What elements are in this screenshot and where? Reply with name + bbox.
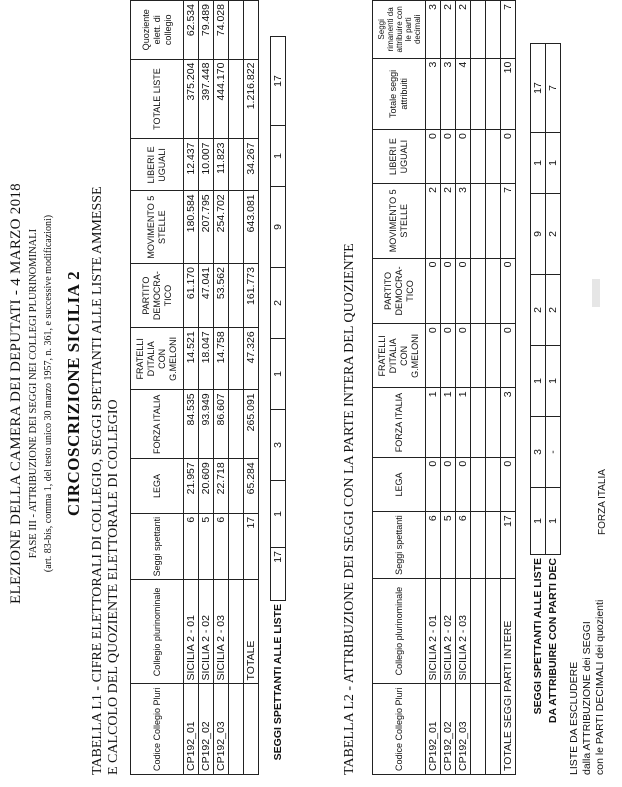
document-phase: FASE III - ATTRIBUZIONE DEI SEGGI NEI COLLEGI PLURINOMINALI xyxy=(28,228,39,559)
cell-fdi: 0 xyxy=(426,324,441,388)
col-college-header: Collegio plurinominale xyxy=(131,580,184,684)
cell-code: CP192_03 xyxy=(214,684,229,775)
cell-leu: 0 xyxy=(441,130,456,184)
col-leu-header: LIBERI E UGUALI xyxy=(373,130,426,184)
district-title: CIRCOSCRIZIONE SICILIA 2 xyxy=(64,270,83,517)
total-label: TOTALE xyxy=(244,580,259,684)
cell-fi: 84.535 xyxy=(184,390,199,459)
table-row-empty xyxy=(471,1,486,775)
cell-total: 3 xyxy=(426,58,441,129)
table-row xyxy=(184,1,199,775)
cell-total: 397.448 xyxy=(199,59,214,139)
cell-fi: 86.607 xyxy=(214,390,229,459)
excluded-list: FORZA ITALIA xyxy=(597,469,608,535)
total-label: TOTALE SEGGI PARTI INTERE xyxy=(501,578,516,774)
summary-pd: 2 xyxy=(271,268,286,339)
cell-seats: 5 xyxy=(199,513,214,580)
cell-pd: 61.170 xyxy=(184,264,199,328)
table-row xyxy=(199,1,214,775)
cell-code: CP192_02 xyxy=(199,684,214,775)
total-leu: 34.267 xyxy=(244,139,259,191)
cell-code: CP192_03 xyxy=(456,684,471,775)
table2-seat-allocation xyxy=(372,0,516,775)
cell-pd: 0 xyxy=(441,258,456,324)
cell-college: SICILIA 2 - 01 xyxy=(184,580,199,684)
col-fdi-header: FRATELLI D'ITALIA CON G.MELONI xyxy=(131,328,184,390)
col-fdi-header: FRATELLI D'ITALIA CON G.MELONI xyxy=(373,324,426,388)
total-m5s: 643.081 xyxy=(244,191,259,264)
total-fi: 3 xyxy=(501,388,516,457)
col-pd-header: PARTITO DEMOCRA-TICO xyxy=(373,258,426,324)
col-lega-header: LEGA xyxy=(131,459,184,514)
total-fdi: 47.326 xyxy=(244,328,259,390)
cell-quotient: 79.489 xyxy=(199,1,214,60)
cell-fdi: 14.521 xyxy=(184,328,199,390)
cell-code: CP192_02 xyxy=(441,684,456,775)
col-leu-header: LIBERI E UGUALI xyxy=(131,139,184,191)
col-remaining-header: Seggi rimanenti da attribuire con le parti decimali xyxy=(373,1,426,59)
table2-summary-row-2 xyxy=(546,44,561,776)
cell-code: CP192_01 xyxy=(184,684,199,775)
document-law-reference: (art. 83-bis, comma 1, del testo unico 30 marzo 1957, n. 361, e successive modificazioni) xyxy=(43,214,54,573)
cell-quotient: 74.028 xyxy=(214,1,229,60)
cell-fi: 1 xyxy=(441,388,456,457)
total-seats: 17 xyxy=(244,513,259,580)
table2-total-row xyxy=(501,1,516,775)
cell-seats: 6 xyxy=(214,513,229,580)
cell-total: 3 xyxy=(441,58,456,129)
col-seats-header: Seggi spettanti xyxy=(131,513,184,580)
cell-m5s: 207.795 xyxy=(199,191,214,264)
col-fi-header: FORZA ITALIA xyxy=(373,388,426,457)
cell-fdi: 14.758 xyxy=(214,328,229,390)
cell-pd: 0 xyxy=(456,258,471,324)
table2-summary xyxy=(530,43,561,775)
table-row xyxy=(426,1,441,775)
cell-pd: 0 xyxy=(426,258,441,324)
cell-college: SICILIA 2 - 03 xyxy=(456,578,471,684)
cell-pd: 53.562 xyxy=(214,264,229,328)
col-m5s-header: MOVIMENTO 5 STELLE xyxy=(373,184,426,259)
summary-m5s: 9 xyxy=(271,187,286,268)
cell-lega: 0 xyxy=(426,457,441,512)
total-lega: 65.284 xyxy=(244,459,259,514)
summary-label: SEGGI SPETTANTI ALLE LISTE xyxy=(272,604,284,761)
cell-college: SICILIA 2 - 01 xyxy=(426,578,441,684)
table-row xyxy=(214,1,229,775)
table-row-empty xyxy=(229,1,244,775)
total-fdi: 0 xyxy=(501,324,516,388)
table1-electoral-figures xyxy=(130,0,259,775)
total-pd: 0 xyxy=(501,258,516,324)
cell-quotient: 62.534 xyxy=(184,1,199,60)
exclusion-line1: LISTE DA ESCLUDERE xyxy=(568,661,580,775)
cell-total: 444.170 xyxy=(214,59,229,139)
summary2-m5s: 2 xyxy=(546,194,561,275)
cell-m5s: 180.584 xyxy=(184,191,199,264)
cell-leu: 0 xyxy=(456,130,471,184)
col-seats-header: Seggi spettanti xyxy=(373,512,426,579)
table1-title xyxy=(90,186,122,775)
col-code-header: Codice Collegio Pluri xyxy=(373,684,426,775)
cell-total: 4 xyxy=(456,58,471,129)
summary1-total: 17 xyxy=(531,44,546,133)
col-fi-header: FORZA ITALIA xyxy=(131,390,184,459)
table-row xyxy=(441,1,456,775)
cell-fi: 1 xyxy=(426,388,441,457)
cell-lega: 21.957 xyxy=(184,459,199,514)
cell-seats: 5 xyxy=(441,512,456,579)
col-lega-header: LEGA xyxy=(373,457,426,512)
cell-m5s: 254.702 xyxy=(214,191,229,264)
total-leu: 0 xyxy=(501,130,516,184)
total-m5s: 7 xyxy=(501,184,516,259)
col-total-header: Totale seggi attribuiti xyxy=(373,58,426,129)
summary1-label: SEGGI SPETTANTI ALLE LISTE xyxy=(532,558,544,715)
total-total: 10 xyxy=(501,58,516,129)
summary-total: 17 xyxy=(271,37,286,126)
cell-remaining: 3 xyxy=(426,1,441,59)
cell-leu: 10.007 xyxy=(199,139,214,191)
exclusion-line2: dalla ATTRIBUZIONE dei SEGGI xyxy=(581,621,593,775)
col-quotient-header: Quoziente elett. di collegio xyxy=(131,1,184,60)
table1-title-line1: TABELLA L1 - CIFRE ELETTORALI DI COLLEGIO, SEGGI SPETTANTI ALLE LISTE AMMESSE xyxy=(90,186,105,775)
cell-m5s: 2 xyxy=(441,184,456,259)
col-total-header: TOTALE LISTE xyxy=(131,59,184,139)
summary2-fdi: 1 xyxy=(546,346,561,417)
exclusion-note xyxy=(568,600,607,775)
summary1-lega: 1 xyxy=(531,488,546,555)
cell-college: SICILIA 2 - 02 xyxy=(441,578,456,684)
cell-code: CP192_01 xyxy=(426,684,441,775)
cell-m5s: 3 xyxy=(456,184,471,259)
col-m5s-header: MOVIMENTO 5 STELLE xyxy=(131,191,184,264)
summary1-fi: 3 xyxy=(531,417,546,488)
cell-total: 375.204 xyxy=(184,59,199,139)
summary1-fdi: 1 xyxy=(531,346,546,417)
table2-summary-row-1 xyxy=(531,44,546,776)
summary2-leu: 1 xyxy=(546,133,561,194)
table1-total-row xyxy=(244,1,259,775)
exclusion-line3: con le PARTI DECIMALI dei quozienti xyxy=(594,599,606,775)
total-remaining: 7 xyxy=(501,1,516,59)
summary-fdi: 1 xyxy=(271,339,286,410)
total-pd: 161.773 xyxy=(244,264,259,328)
cell-m5s: 2 xyxy=(426,184,441,259)
total-lega: 0 xyxy=(501,457,516,512)
cell-college: SICILIA 2 - 03 xyxy=(214,580,229,684)
cell-lega: 20.609 xyxy=(199,459,214,514)
scan-smudge xyxy=(592,279,600,307)
cell-fdi: 0 xyxy=(441,324,456,388)
summary-seats: 17 xyxy=(271,548,286,601)
summary2-pd: 2 xyxy=(546,275,561,346)
table-row-empty xyxy=(486,1,501,775)
cell-remaining: 2 xyxy=(441,1,456,59)
cell-pd: 47.041 xyxy=(199,264,214,328)
table1-summary xyxy=(270,36,286,775)
cell-lega: 0 xyxy=(456,457,471,512)
table1-summary-row xyxy=(271,37,286,776)
cell-college: SICILIA 2 - 02 xyxy=(199,580,214,684)
document-title: ELEZIONE DELLA CAMERA DEI DEPUTATI - 4 MARZO 2018 xyxy=(8,183,24,604)
table1-title-line2: E CALCOLO DEL QUOZIENTE ELETTORALE DI COLLEGIO xyxy=(106,399,121,775)
cell-fdi: 18.047 xyxy=(199,328,214,390)
summary2-label: DA ATTRIBUIRE CON PARTI DEC xyxy=(547,558,559,724)
cell-remaining: 2 xyxy=(456,1,471,59)
table-row xyxy=(456,1,471,775)
total-total: 1.216.822 xyxy=(244,59,259,139)
cell-seats: 6 xyxy=(456,512,471,579)
summary1-pd: 2 xyxy=(531,275,546,346)
summary-leu: 1 xyxy=(271,126,286,187)
total-seats: 17 xyxy=(501,512,516,579)
cell-seats: 6 xyxy=(184,513,199,580)
cell-seats: 6 xyxy=(426,512,441,579)
summary1-leu: 1 xyxy=(531,133,546,194)
table2-title: TABELLA L2 - ATTRIBUZIONE DEI SEGGI CON LA PARTE INTERA DEL QUOZIENTE xyxy=(342,243,357,775)
col-code-header: Codice Collegio Pluri xyxy=(131,684,184,775)
cell-lega: 0 xyxy=(441,457,456,512)
cell-leu: 12.437 xyxy=(184,139,199,191)
summary-fi: 3 xyxy=(271,410,286,481)
table2-header-row xyxy=(373,1,426,775)
summary2-total: 7 xyxy=(546,44,561,133)
summary1-m5s: 9 xyxy=(531,194,546,275)
table1-header-row xyxy=(131,1,184,775)
cell-fi: 1 xyxy=(456,388,471,457)
cell-fdi: 0 xyxy=(456,324,471,388)
cell-fi: 93.949 xyxy=(199,390,214,459)
cell-lega: 22.718 xyxy=(214,459,229,514)
summary2-fi: - xyxy=(546,417,561,488)
col-pd-header: PARTITO DEMOCRA-TICO xyxy=(131,264,184,328)
cell-leu: 0 xyxy=(426,130,441,184)
summary-lega: 1 xyxy=(271,481,286,548)
total-fi: 265.091 xyxy=(244,390,259,459)
cell-leu: 11.823 xyxy=(214,139,229,191)
col-college-header: Collegio plurinominale xyxy=(373,578,426,684)
summary2-lega: 1 xyxy=(546,488,561,555)
